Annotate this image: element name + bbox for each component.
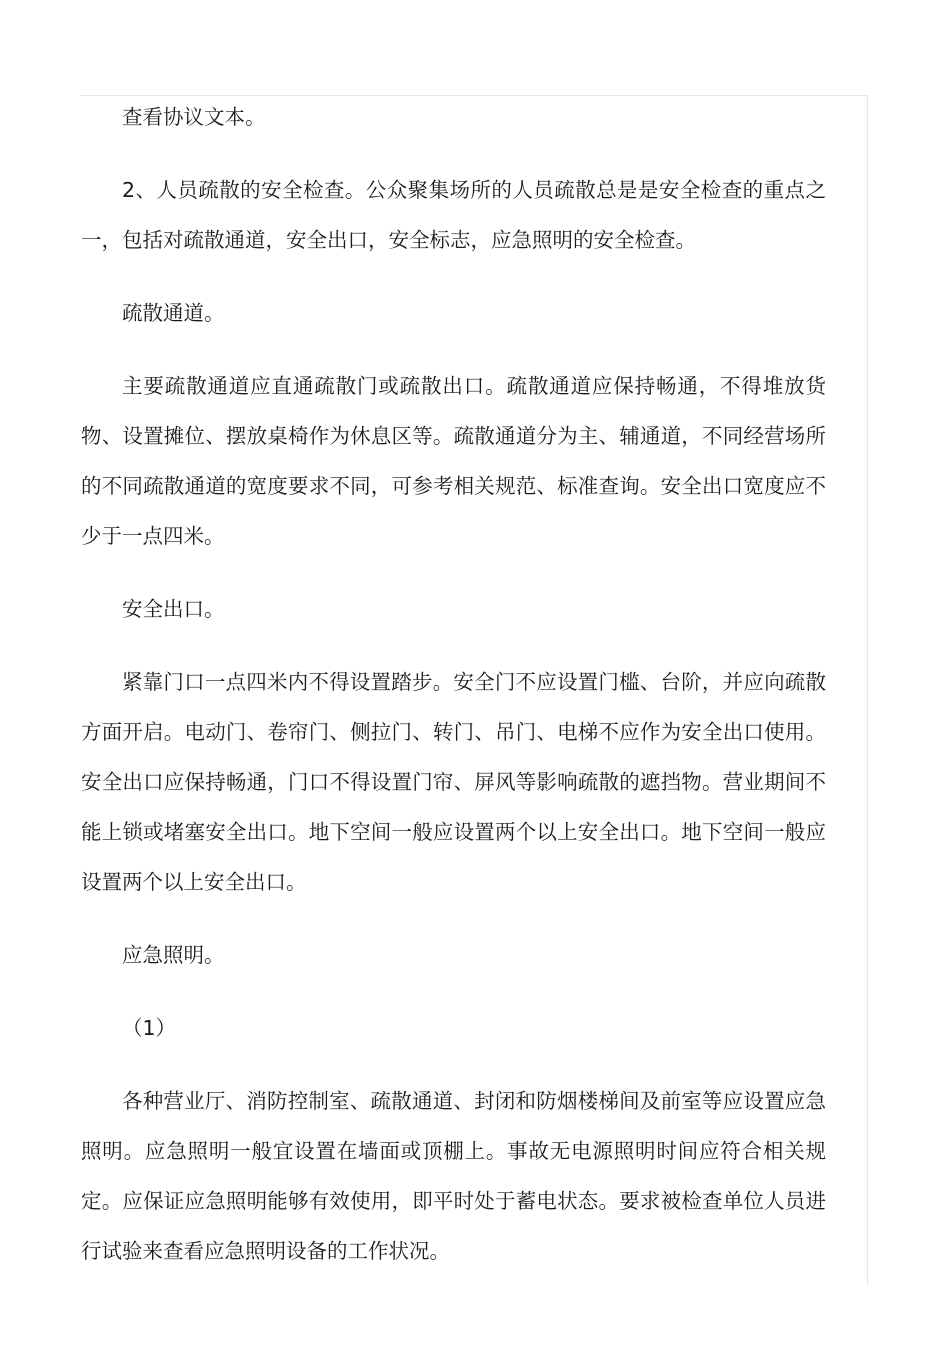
paragraph-emergency-lighting: 各种营业厅、消防控制室、疏散通道、封闭和防烟楼梯间及前室等应设置应急照明。应急照明一般宜设置在墙面或顶棚上。事故无电源照明时间应符合相关规定。应保证应急照明能够有效使用，即平时处于蓄电状态。要求被检查单位人员进行试验来查看应急照明设备的工作状况。 <box>81 1089 826 1263</box>
heading-evacuation-passage: 疏散通道。 <box>122 301 225 325</box>
paragraph-evacuation-check: 2、人员疏散的安全检查。公众聚集场所的人员疏散总是是安全检查的重点之一，包括对疏散通道，安全出口，安全标志，应急照明的安全检查。 <box>81 178 826 252</box>
paragraph-intro: 查看协议文本。 <box>122 105 266 129</box>
paragraph-evacuation-passage: 主要疏散通道应直通疏散门或疏散出口。疏散通道应保持畅通，不得堆放货物、设置摊位、摆放桌椅作为休息区等。疏散通道分为主、辅通道，不同经营场所的不同疏散通道的宽度要求不同，可参考相关规范、标准查询。安全出口宽度应不少于一点四米。 <box>81 374 826 548</box>
heading-safety-exit: 安全出口。 <box>122 597 225 621</box>
item-number: （1） <box>122 1016 177 1040</box>
paragraph-safety-exit: 紧靠门口一点四米内不得设置踏步。安全门不应设置门槛、台阶，并应向疏散方面开启。电动门、卷帘门、侧拉门、转门、吊门、电梯不应作为安全出口使用。安全出口应保持畅通，门口不得设置门帘、屏风等影响疏散的遮挡物。营业期间不能上锁或堵塞安全出口。地下空间一般应设置两个以上安全出口。地下空间一般应设置两个以上安全出口。 <box>81 670 826 894</box>
document-body <box>81 92 826 1299</box>
heading-emergency-lighting: 应急照明。 <box>122 943 225 967</box>
